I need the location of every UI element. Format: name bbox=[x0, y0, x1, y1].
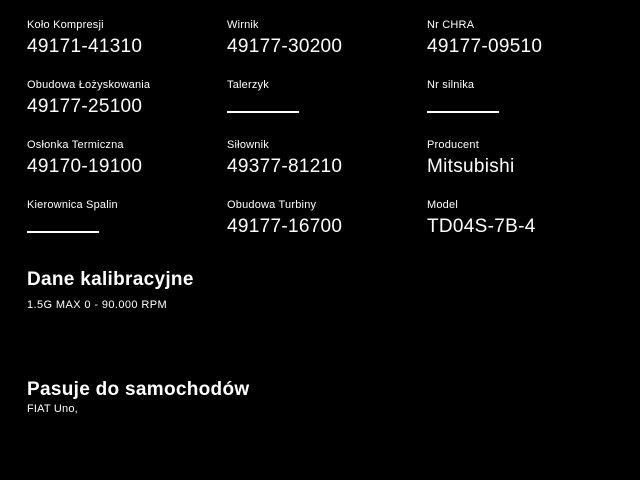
spec-cell-talerzyk bbox=[227, 70, 427, 130]
spec-label: Wirnik bbox=[227, 19, 259, 31]
calibration-details: 1.5G MAX 0 - 90.000 RPM bbox=[27, 299, 168, 311]
spec-cell-kolo-kompresji bbox=[27, 10, 227, 70]
fitment-section bbox=[27, 378, 249, 416]
spec-label: Model bbox=[427, 199, 458, 211]
spec-cell-silownik bbox=[227, 130, 427, 190]
spec-value-placeholder-line bbox=[27, 231, 99, 233]
spec-cell-oslonka-termiczna bbox=[27, 130, 227, 190]
spec-grid bbox=[0, 10, 640, 250]
spec-label: Obudowa Łożyskowania bbox=[27, 79, 151, 91]
fitment-cars: FIAT Uno, bbox=[27, 403, 78, 415]
spec-label: Koło Kompresji bbox=[27, 19, 104, 31]
spec-cell-producent bbox=[427, 130, 640, 190]
spec-value: 49177-16700 bbox=[227, 216, 343, 237]
spec-cell-kierownica-spalin bbox=[27, 190, 227, 250]
spec-label: Producent bbox=[427, 139, 479, 151]
spec-cell-nr-silnika bbox=[427, 70, 640, 130]
calibration-section bbox=[27, 268, 194, 312]
spec-label: Talerzyk bbox=[227, 79, 269, 91]
fitment-title: Pasuje do samochodów bbox=[27, 379, 250, 400]
spec-value-placeholder-line bbox=[227, 111, 299, 113]
spec-cell-wirnik bbox=[227, 10, 427, 70]
spec-value: 49377-81210 bbox=[227, 156, 343, 177]
spec-label: Osłonka Termiczna bbox=[27, 139, 124, 151]
spec-value: 49170-19100 bbox=[27, 156, 143, 177]
spec-cell-model bbox=[427, 190, 640, 250]
spec-label: Nr silnika bbox=[427, 79, 475, 91]
spec-value: 49171-41310 bbox=[27, 36, 143, 57]
calibration-title: Dane kalibracyjne bbox=[27, 269, 194, 290]
spec-label: Kierownica Spalin bbox=[27, 199, 118, 211]
spec-label: Obudowa Turbiny bbox=[227, 199, 317, 211]
spec-value: 49177-25100 bbox=[27, 96, 143, 117]
spec-value: Mitsubishi bbox=[427, 156, 515, 177]
spec-cell-obudowa-lozyskowania bbox=[27, 70, 227, 130]
spec-value: 49177-09510 bbox=[427, 36, 543, 57]
spec-cell-obudowa-turbiny bbox=[227, 190, 427, 250]
spec-value: 49177-30200 bbox=[227, 36, 343, 57]
spec-value-placeholder-line bbox=[427, 111, 499, 113]
spec-label: Siłownik bbox=[227, 139, 269, 151]
spec-value: TD04S-7B-4 bbox=[427, 216, 536, 237]
spec-cell-nr-chra bbox=[427, 10, 640, 70]
spec-label: Nr CHRA bbox=[427, 19, 475, 31]
